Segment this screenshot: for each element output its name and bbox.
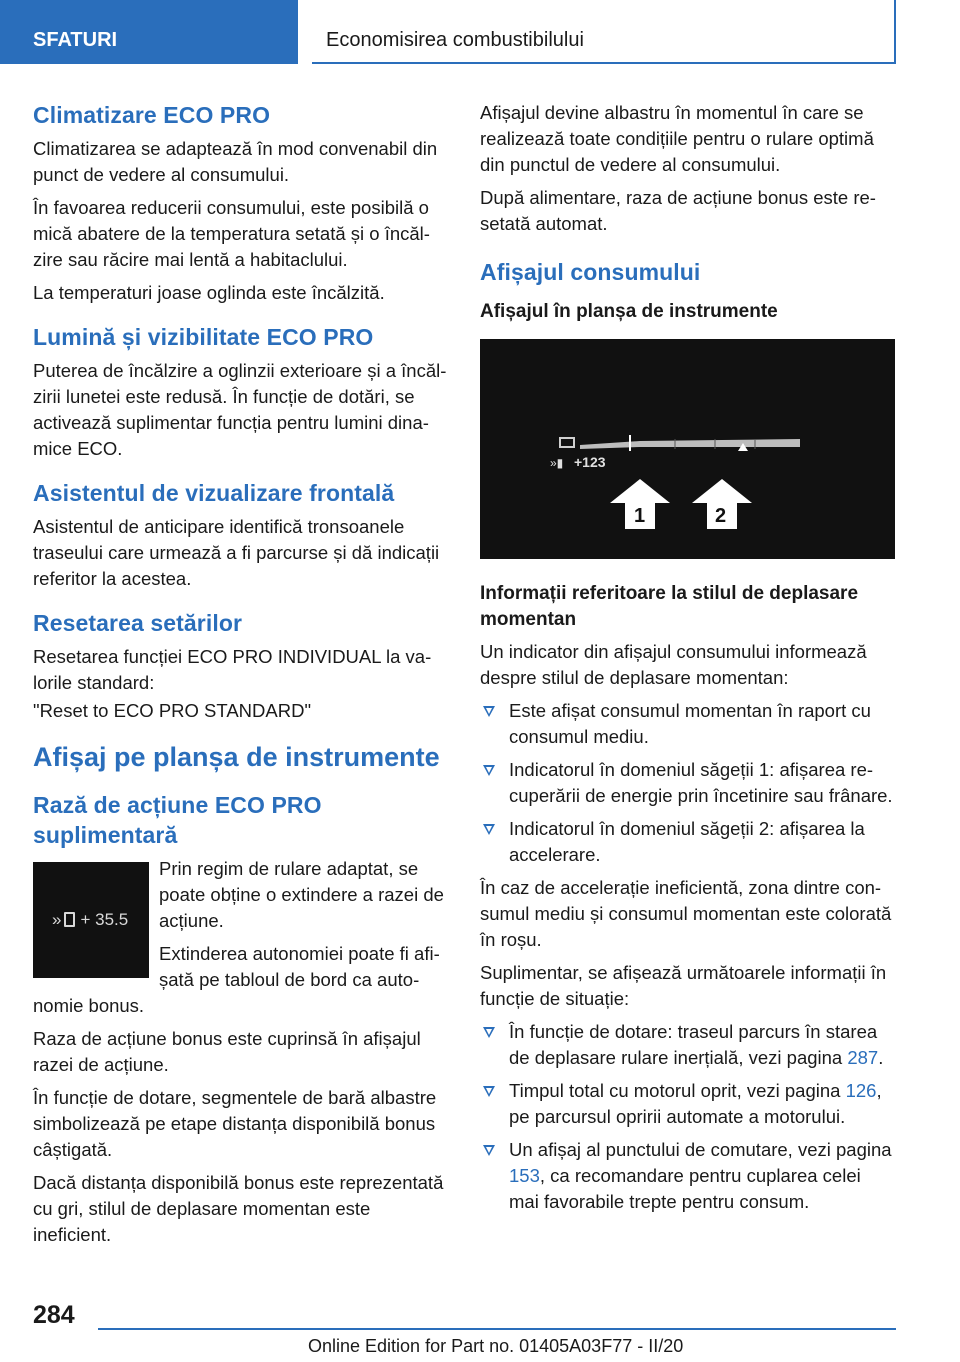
- fuel-pump-icon: »▮: [550, 456, 564, 470]
- paragraph: Raza de acțiune bonus este cuprinsă în afișajul razei de acțiune.: [33, 1028, 421, 1075]
- list-item: Indicatorul în domeniul săgeții 2: afișarea la accelerare.: [480, 816, 895, 868]
- paragraph: "Reset to ECO PRO STANDARD": [33, 700, 312, 721]
- list-item: Este afișat consumul momentan în raport cu consumul mediu.: [480, 698, 895, 750]
- paragraph: În caz de accelerație ineficientă, zona dintre consumul mediu și consumul momentan este colorată în roșu.: [480, 877, 892, 950]
- paragraph: Puterea de încălzire a oglinzii exterioare și a încălzirii lunetei este redusă. În funcție de dotări, se activează suplimentar funcția pentru lumini dinamice ECO.: [33, 360, 447, 459]
- list-item: În funcție de dotare: traseul parcurs în starea de deplasare rulare inerțială, vezi pagina 287.: [480, 1019, 895, 1071]
- heading-climatizare: Climatizare ECO PRO: [33, 102, 271, 128]
- consumption-value: +123: [574, 454, 606, 470]
- footer-divider: [98, 1328, 896, 1330]
- situation-info-list: [480, 1019, 895, 1215]
- chevrons-icon: »: [52, 910, 62, 929]
- triangle-bullet-icon: [483, 1027, 495, 1038]
- footer-edition: Online Edition for Part no. 01405A03F77 - II/20: [308, 1336, 684, 1356]
- heading-asistent: Asistentul de vizualizare frontală: [33, 480, 395, 506]
- page-number: 284: [33, 1301, 75, 1329]
- eco-pro-range-readout: [52, 910, 128, 930]
- right-column: [480, 100, 895, 1222]
- driving-style-list: [480, 698, 895, 868]
- paragraph: Dacă distanța disponibilă bonus este reprezentată cu gri, stilul de deplasare momentan este ineficient.: [33, 1172, 444, 1245]
- page-link-287[interactable]: 287: [847, 1047, 879, 1068]
- paragraph: Climatizarea se adaptează în mod convenabil din punct de vedere al consumului.: [33, 138, 438, 185]
- eco-pro-range-image: [33, 862, 149, 978]
- heading-lumina: Lumină și vizibilitate ECO PRO: [33, 324, 374, 350]
- list-item: Timpul total cu motorul oprit, vezi pagina 126, pe parcursul opririi automate a motorului.: [480, 1078, 895, 1130]
- triangle-bullet-icon: [483, 824, 495, 835]
- paragraph: La temperaturi joase oglinda este încălzită.: [33, 282, 385, 303]
- instrument-cluster-image: [480, 339, 895, 559]
- eco-bonus-value: + 35.5: [80, 910, 129, 929]
- left-column: [33, 100, 448, 1255]
- arrow-2-label: 2: [715, 505, 727, 527]
- paragraph: Afișajul devine albastru în momentul în care se realizează toate condițiile pentru o rulare optimă din punctul de vedere al consumului.: [480, 102, 874, 175]
- arrow-1-label: 1: [634, 505, 646, 527]
- heading-raza-actiune: Rază de acțiune ECO PRO suplimentară: [33, 792, 322, 848]
- paragraph: Asistentul de anticipare identifică tronsoanele traseului care urmează a fi parcurse și dă indicații referitor la acestea.: [33, 516, 440, 589]
- consumption-bar: [580, 439, 800, 449]
- header-chapter-tab: [312, 0, 896, 64]
- heading-afisaj-plansa: Afișaj pe planșa de instrumente: [33, 742, 440, 772]
- header-chapter-label: Economisirea combustibilului: [326, 29, 584, 51]
- list-item: Un afișaj al punctului de comutare, vezi pagina 153, ca recomandare pentru cuplarea celei mai favorabile trepte pentru consum.: [480, 1137, 895, 1215]
- paragraph: După alimentare, raza de acțiune bonus este resetată automat.: [480, 187, 876, 234]
- triangle-bullet-icon: [483, 765, 495, 776]
- triangle-bullet-icon: [483, 706, 495, 717]
- heading-resetare: Resetarea setărilor: [33, 610, 243, 636]
- header-section-label: SFATURI: [33, 29, 118, 51]
- page-link-126[interactable]: 126: [845, 1080, 877, 1101]
- paragraph: Suplimentar, se afișează următoarele informații în funcție de situație:: [480, 962, 887, 1009]
- consumption-gauge-graphic: [480, 339, 895, 559]
- triangle-bullet-icon: [483, 1086, 495, 1097]
- paragraph: Prin regim de rulare adaptat, se poate obține o extindere a razei de acțiune.: [159, 858, 444, 931]
- paragraph: Un indicator din afișajul consumului informează despre stilul de deplasare momentan:: [480, 641, 867, 688]
- subheading-plansa: Afișajul în planșa de instrumente: [480, 301, 778, 322]
- fuel-pump-icon: [64, 912, 75, 927]
- paragraph: Extinderea autonomiei poate fi afișată pe tabloul de bord ca autonomie bonus.: [33, 943, 440, 1016]
- subheading-info-stil: Informații referitoare la stilul de deplasare momentan: [480, 583, 859, 630]
- paragraph: Resetarea funcției ECO PRO INDIVIDUAL la valorile standard:: [33, 646, 432, 693]
- paragraph: În favoarea reducerii consumului, este posibilă o mică abatere de la temperatura setată și o încălzire sau răcire mai lentă a habitaclului.: [33, 197, 430, 270]
- list-item: Indicatorul în domeniul săgeții 1: afișarea recuperării de energie prin încetinire sau frânare.: [480, 757, 895, 809]
- paragraph: În funcție de dotare, segmentele de bară albastre simbolizează pe etape distanța disponibilă bonus câștigată.: [33, 1087, 437, 1160]
- battery-icon: [560, 438, 574, 447]
- heading-afisaj-consum: Afișajul consumului: [480, 259, 701, 285]
- triangle-bullet-icon: [483, 1145, 495, 1156]
- header-section-tab: [0, 0, 298, 64]
- page-link-153[interactable]: 153: [509, 1165, 540, 1186]
